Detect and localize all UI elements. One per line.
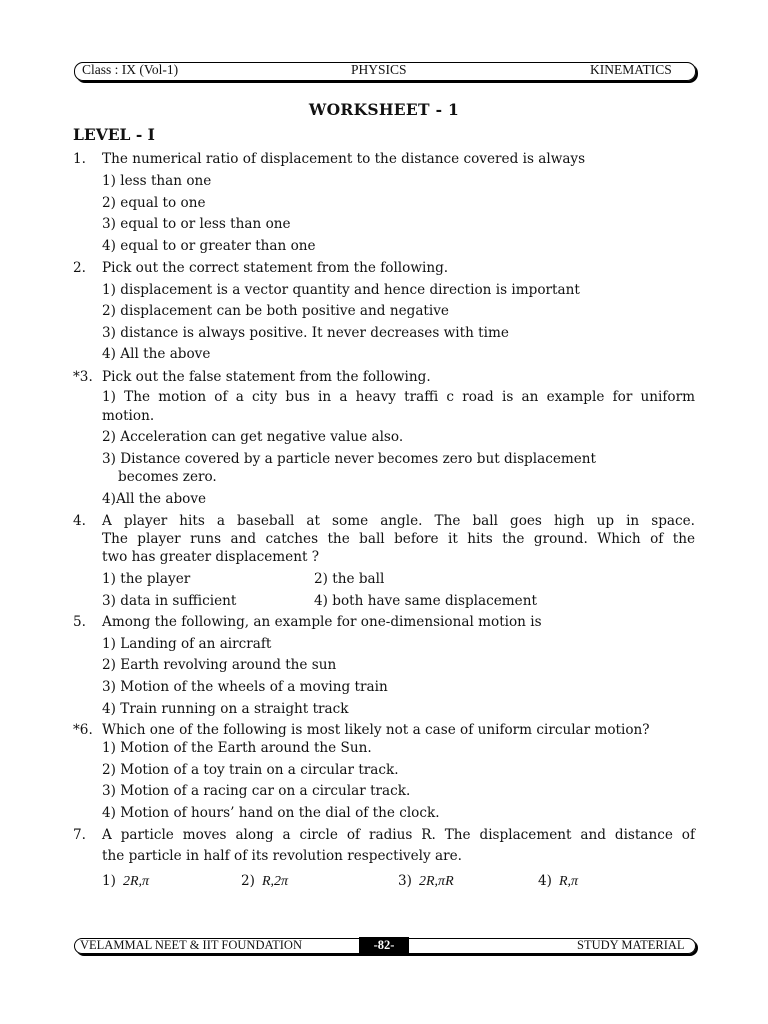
option: 1) Landing of an aircraft bbox=[102, 636, 272, 652]
option: 4)All the above bbox=[102, 491, 207, 507]
option-label: 1) bbox=[102, 873, 116, 889]
question-number: 1. bbox=[73, 151, 86, 167]
option: 1) Motion of the Earth around the Sun. bbox=[102, 740, 372, 756]
option-math: 2R,πR bbox=[419, 874, 454, 889]
question-text: A particle moves along a circle of radius R. The displacement and distance of bbox=[102, 827, 695, 843]
option: 1) displacement is a vector quantity and hence direction is important bbox=[102, 282, 580, 298]
question-text: Which one of the following is most likely not a case of uniform circular motion? bbox=[102, 722, 650, 738]
question-number: 7. bbox=[73, 827, 86, 843]
worksheet-title: WORKSHEET - 1 bbox=[308, 100, 460, 119]
question-number: 2. bbox=[73, 260, 86, 276]
option: 3) data in sufficient bbox=[102, 593, 237, 609]
option: 3) equal to or less than one bbox=[102, 216, 291, 232]
question-text: two has greater displacement ? bbox=[102, 549, 320, 565]
question-text: The numerical ratio of displacement to the distance covered is always bbox=[102, 151, 586, 167]
option: 1) The motion of a city bus in a heavy traffi c road is an example for uniform bbox=[102, 389, 695, 405]
option-label: 4) bbox=[538, 873, 552, 889]
class-label: Class : IX (Vol-1) bbox=[82, 62, 179, 77]
option: 4) Train running on a straight track bbox=[102, 701, 349, 717]
option-math: 2R,π bbox=[123, 874, 150, 889]
question-text: Among the following, an example for one-dimensional motion is bbox=[102, 614, 542, 630]
option-math: R,π bbox=[559, 874, 579, 889]
question-text: the particle in half of its revolution respectively are. bbox=[102, 848, 462, 864]
option: 2) the ball bbox=[314, 571, 385, 587]
question-number: 5. bbox=[73, 614, 86, 630]
question-text: The player runs and catches the ball before it hits the ground. Which of the bbox=[102, 531, 695, 547]
option: 3) Motion of the wheels of a moving train bbox=[102, 679, 388, 695]
question-number: *6. bbox=[73, 722, 93, 738]
option: 4) Motion of hours’ hand on the dial of the clock. bbox=[102, 805, 440, 821]
subject-label: PHYSICS bbox=[351, 62, 407, 77]
option: 4) equal to or greater than one bbox=[102, 238, 316, 254]
option: 3) distance is always positive. It never decreases with time bbox=[102, 325, 509, 341]
option: 4) both have same displacement bbox=[314, 593, 537, 609]
topic-label: KINEMATICS bbox=[590, 62, 672, 77]
option: 3) Motion of a racing car on a circular track. bbox=[102, 783, 411, 799]
option: 1) less than one bbox=[102, 173, 212, 189]
question-text: A player hits a baseball at some angle. The ball goes high up in space. bbox=[102, 513, 695, 529]
option-math: R,2π bbox=[262, 874, 289, 889]
question-text: Pick out the false statement from the following. bbox=[102, 369, 431, 385]
option-label: 3) bbox=[398, 873, 412, 889]
question-number: *3. bbox=[73, 369, 93, 385]
question-number: 4. bbox=[73, 513, 86, 529]
option-continuation: becomes zero. bbox=[118, 469, 217, 485]
option: 2) Earth revolving around the sun bbox=[102, 657, 337, 673]
option-label: 2) bbox=[241, 873, 255, 889]
option: 2) equal to one bbox=[102, 195, 206, 211]
option: 3) Distance covered by a particle never becomes zero but displacement bbox=[102, 451, 597, 467]
option: 2) Motion of a toy train on a circular track. bbox=[102, 762, 399, 778]
option: 1) the player bbox=[102, 571, 191, 587]
option-continuation: motion. bbox=[102, 408, 155, 424]
footer-publisher: VELAMMAL NEET & IIT FOUNDATION bbox=[80, 938, 302, 952]
question-text: Pick out the correct statement from the following. bbox=[102, 260, 449, 276]
footer-material: STUDY MATERIAL bbox=[577, 938, 685, 952]
option: 4) All the above bbox=[102, 346, 211, 362]
level-heading: LEVEL - I bbox=[73, 125, 155, 144]
option: 2) displacement can be both positive and negative bbox=[102, 303, 449, 319]
option: 2) Acceleration can get negative value also. bbox=[102, 429, 404, 445]
page-number: -82- bbox=[359, 937, 409, 953]
